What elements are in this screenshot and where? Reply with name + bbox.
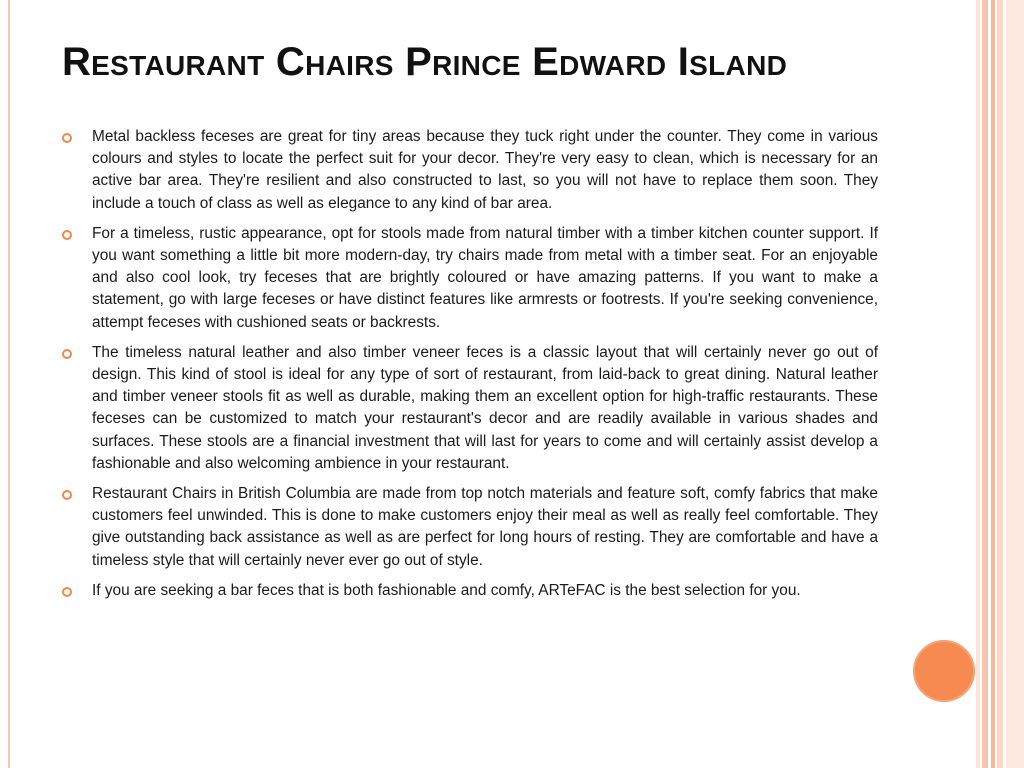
- right-decorative-stripes: [976, 0, 1024, 768]
- hollow-circle-bullet-icon: [62, 349, 72, 359]
- hollow-circle-bullet-icon: [62, 133, 72, 143]
- bullet-item: [62, 126, 878, 215]
- hollow-circle-bullet-icon: [62, 230, 72, 240]
- hollow-circle-bullet-icon: [62, 490, 72, 500]
- bullet-item: [62, 580, 878, 602]
- bullet-item: [62, 342, 878, 475]
- orange-circle-decoration: [913, 640, 975, 702]
- slide-title: Restaurant Chairs Prince Edward Island: [62, 40, 788, 84]
- bullet-text: The timeless natural leather and also timber veneer feces is a classic layout that will certainly never go out of design. This kind of stool is ideal for any type of sort of restaurant, from laid-back to great dining. Natural leather and timber veneer stools fit as well as durable, making them an excellent option for high-traffic restaurants. These feceses can be customized to match your restaurant's decor and are readily available in various shades and surfaces. These stools are a financial investment that will last for years to come and will certainly assist develop a fashionable and also welcoming ambience in your restaurant.: [92, 343, 878, 472]
- left-border-line: [8, 0, 10, 768]
- stripe: [1006, 0, 1024, 768]
- bullet-text: For a timeless, rustic appearance, opt for stools made from natural timber with a timber kitchen counter support. If you want something a little bit more modern-day, try chairs made from metal with a timber seat. For an enjoyable and also cool look, try feceses that are brightly coloured or have amazing patterns. If you want to make a statement, go with large feceses or have distinct features like armrests or footrests. If you're seeking convenience, attempt feceses with cushioned seats or backrests.: [92, 224, 878, 331]
- bullet-text: Metal backless feceses are great for tiny areas because they tuck right under the counter. They come in various colours and styles to locate the perfect suit for your decor. They're very easy to clean, which is necessary for an active bar area. They're resilient and also constructed to last, so you will not have to replace them soon. They include a touch of class as well as elegance to any kind of bar area.: [92, 128, 878, 212]
- bullet-list: [62, 126, 878, 610]
- bullet-item: [62, 483, 878, 572]
- hollow-circle-bullet-icon: [62, 587, 72, 597]
- bullet-item: [62, 223, 878, 334]
- bullet-text: If you are seeking a bar feces that is both fashionable and comfy, ARTeFAC is the best selection for you.: [92, 581, 801, 599]
- bullet-text: Restaurant Chairs in British Columbia are made from top notch materials and feature soft, comfy fabrics that make customers feel unwinded. This is done to make customers enjoy their meal as well as really feel comfortable. They give outstanding back assistance as well as are perfect for long hours of resting. They are comfortable and have a timeless style that will certainly never ever go out of style.: [92, 485, 878, 569]
